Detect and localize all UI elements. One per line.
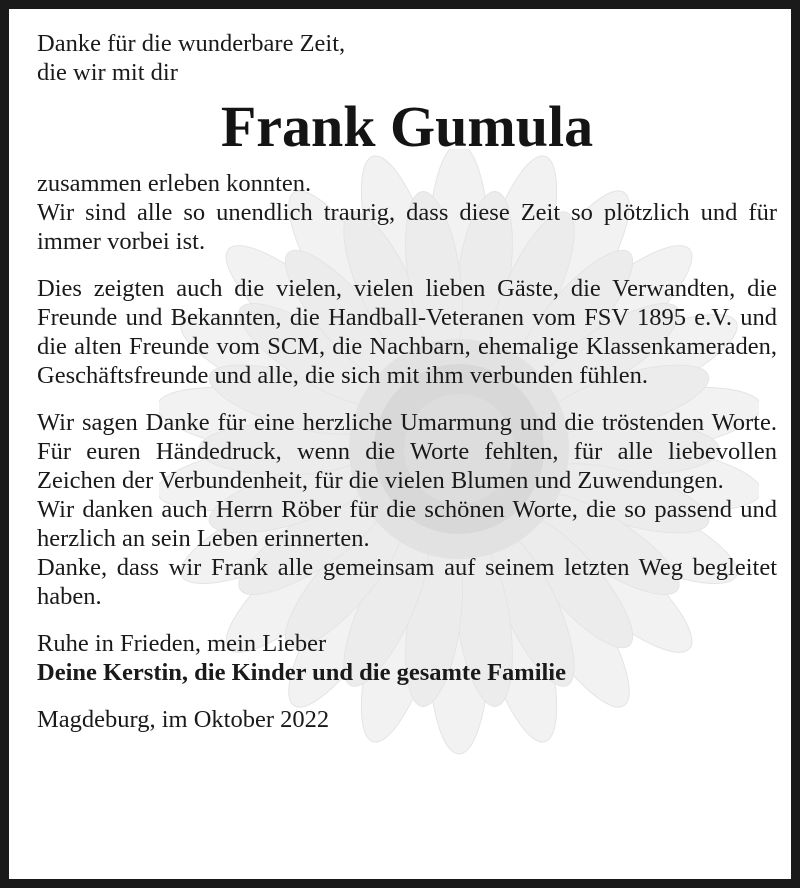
closing-line: Ruhe in Frieden, mein Lieber <box>37 630 327 657</box>
para1-line-1: zusammen erleben konnten. <box>37 170 312 197</box>
place-date: Magdeburg, im Oktober 2022 <box>37 706 330 733</box>
thanks-paragraph: Wir sagen Danke für eine herzliche Umarmung und die tröstenden Worte. Für euren Händedruck, wenn die Worte fehlten, für alle liebevollen Zeichen der Verbundenheit, für die vielen Blumen und Zuwendungen. <box>37 409 777 494</box>
thanks-roeber: Wir danken auch Herrn Röber für die schönen Worte, die so passend und herzlich an sein Leben erinnerten. <box>37 496 777 552</box>
para1-line-2: Wir sind alle so unendlich traurig, dass diese Zeit so plötzlich und für immer vorbei ist. <box>37 199 777 255</box>
thanks-last-way: Danke, dass wir Frank alle gemeinsam auf seinem letzten Weg begleitet haben. <box>37 554 777 610</box>
notice-text <box>37 29 777 734</box>
intro-line-2: die wir mit dir <box>37 59 178 86</box>
signature: Deine Kerstin, die Kinder und die gesamte Familie <box>37 659 566 686</box>
intro-line-1: Danke für die wunderbare Zeit, <box>37 30 346 57</box>
deceased-name: Frank Gumula <box>220 94 594 159</box>
guests-paragraph: Dies zeigten auch die vielen, vielen lieben Gäste, die Verwandten, die Freunde und Bekannten, die Handball-Veteranen vom FSV 1895 e.V. und die alten Freunde vom SCM, die Nachbarn, ehemalige Klassenkameraden, Geschäftsfreunde und alle, die sich mit ihm verbunden fühlen. <box>37 275 777 389</box>
